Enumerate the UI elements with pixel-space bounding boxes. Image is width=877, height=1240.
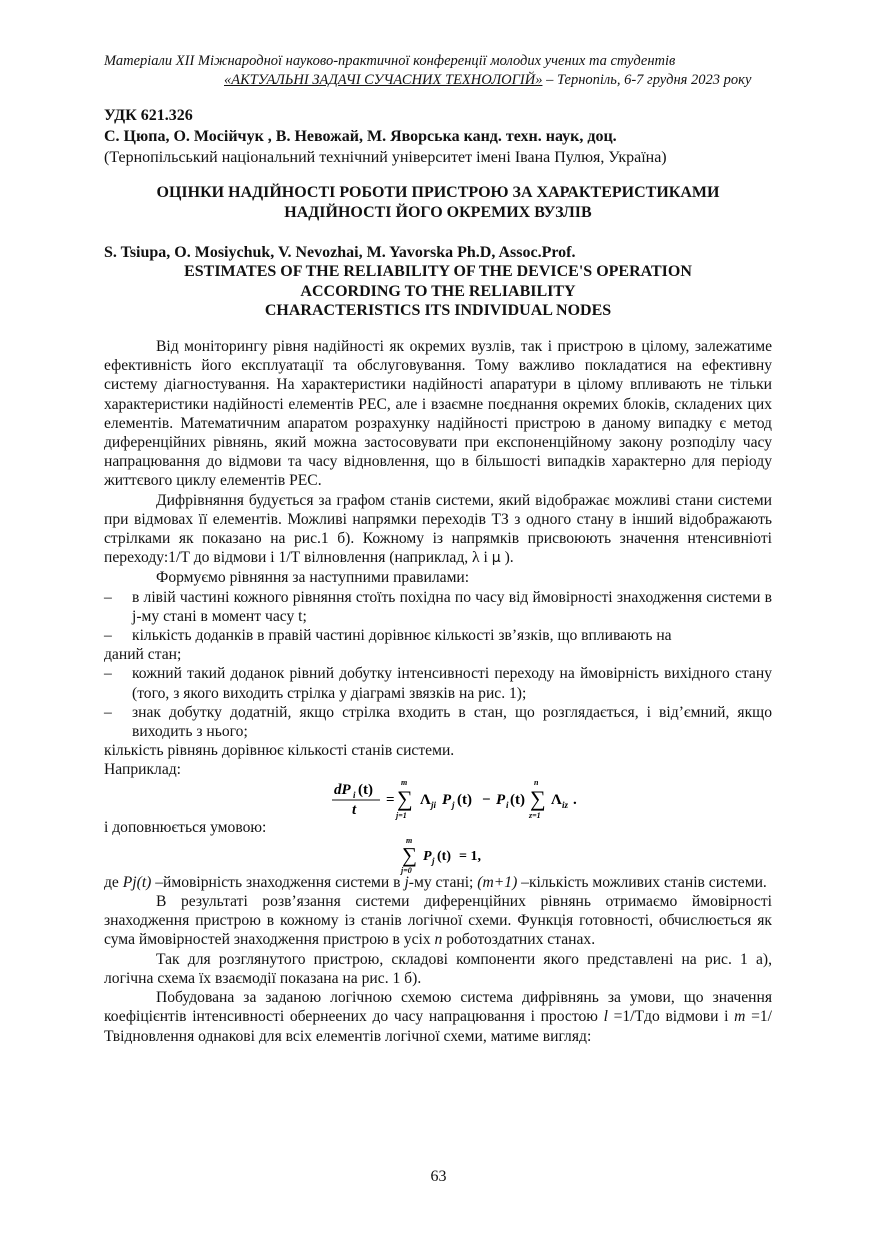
svg-text:(t): (t)	[457, 791, 472, 808]
svg-text:j: j	[432, 855, 435, 866]
title-en-line-2: ACCORDING TO THE RELIABILITY	[300, 282, 576, 300]
svg-text:t: t	[352, 801, 357, 818]
title-en-line-1: ESTIMATES OF THE RELIABILITY OF THE DEVICE'S OPERATION	[184, 263, 692, 280]
paragraph-2: Дифрівняння будується за графом станів системи, який відображає можливі стани системи при відмовах її елементів. Можливі напрямки переходів ТЗ з одного стану в інший відображають стрілками як показано на рис.1 б). Кожному із напрямків присвоюють значення нтенсивніоті переходу:1/Т до відмови і 1/Т вілновлення (наприклад, λ і μ ).	[104, 491, 772, 567]
svg-text:ji: ji	[431, 799, 437, 810]
title-ukrainian	[104, 183, 772, 223]
title-en-line-3: CHARACTERISTICS ITS INDIVIDUAL NODES	[264, 302, 612, 319]
article-body	[104, 337, 772, 1046]
sum-sign: ∑	[530, 785, 546, 811]
svg-text:= 1,: = 1,	[459, 848, 481, 864]
svg-text:i: i	[506, 799, 509, 810]
svg-text:iz: iz	[562, 799, 569, 810]
header-line-1: Матеріали XII Міжнародної науково-практичної конференції молодих учених та студентів	[104, 53, 676, 69]
conference-name: «АКТУАЛЬНІ ЗАДАЧІ СУЧАСНИХ ТЕХНОЛОГІЙ»	[224, 72, 543, 88]
mu-symbol: μ	[491, 550, 501, 567]
svg-text:(t): (t)	[510, 791, 525, 808]
paragraph-10: Побудована за заданою логічною схемою система дифрівнянь за умови, що значення коефіцієнтів інтенсивності обернеених до часу напрацювання і простою l =1/Тдо відмови і m =1/Твідновлення однакові для всіх елементів логічної схеми, матиме вигляд:	[104, 989, 772, 1045]
svg-text:z=1: z=1	[529, 810, 541, 820]
lambda-symbol: λ	[472, 549, 480, 567]
svg-text:n: n	[534, 779, 539, 787]
title-english	[104, 262, 772, 321]
conference-place-date: – Тернопіль, 6-7 грудня 2023 року	[542, 72, 752, 88]
paragraph-example: Наприклад:	[104, 761, 182, 779]
paragraph-8: В результаті розв’язання системи диференційних рівнянь отримаємо ймовірності знаходження пристрою в кожному із станів логічної схеми. Функція готовності, обчислюється як сума ймовірностей знаходження пристрою в усіх n роботоздатних станах.	[104, 893, 772, 949]
title-ua-line-1: ОЦІНКИ НАДІЙНОСТІ РОБОТИ ПРИСТРОЮ ЗА ХАРАКТЕРИСТИКАМИ	[156, 184, 720, 201]
paragraph-3: Формуємо рівняння за наступними правилами:	[156, 569, 470, 587]
header-line-2	[104, 71, 772, 90]
list-item: – знак добутку додатній, якщо стрілка входить в стан, що розглядається, і від’ємний, якщо виходить з нього;	[104, 703, 772, 741]
page-number: 63	[430, 1168, 447, 1185]
svg-text:Λ: Λ	[551, 791, 562, 808]
svg-text:P: P	[423, 848, 432, 864]
svg-text:i: i	[353, 789, 356, 800]
svg-text:−: −	[482, 791, 491, 808]
sum-sign: ∑	[402, 842, 417, 867]
svg-text:=: =	[386, 791, 395, 808]
list-item-continuation: даний стан;	[104, 646, 182, 664]
svg-text:m: m	[406, 835, 413, 845]
conference-header	[104, 52, 772, 90]
affiliation: (Тернопільський національний технічний університет імені Івана Пулюя, Україна)	[104, 149, 667, 166]
list-item: – кількість доданків в правій частині дорівнює кількості зв’язків, що впливають на	[104, 627, 672, 645]
svg-text:(t): (t)	[437, 848, 451, 864]
authors-english: S. Tsiupa, O. Mosiychuk, V. Nevozhai, M. Yavorska Ph.D, Assoc.Prof.	[104, 244, 576, 261]
paragraph-4: кількість рівнянь дорівнює кількості станів системи.	[104, 742, 455, 760]
authors-ukrainian: С. Цюпа, О. Мосійчук , В. Невожай, М. Яворська канд. техн. наук, доц.	[104, 128, 617, 145]
differential-equation	[104, 780, 772, 818]
paragraph-7: де Pj(t) –ймовірність знаходження системи в j-му стані; (m+1) –кількість можливих станів системи.	[104, 873, 767, 891]
svg-text:(t): (t)	[358, 781, 373, 798]
svg-text:P: P	[496, 791, 506, 808]
normalization-condition	[104, 837, 772, 873]
sum-sign: ∑	[397, 785, 413, 811]
svg-text:.: .	[573, 791, 577, 808]
paragraph-condition: і доповнюється умовою:	[104, 818, 267, 836]
list-item: – кожний такий доданок рівний добутку інтенсивності переходу на ймовірність вихідного стану (того, з якого виходить стрілка у діаграмі звязків на рис. 1);	[104, 665, 772, 702]
title-ua-line-2: НАДІЙНОСТІ ЙОГО ОКРЕМИХ ВУЗЛІВ	[284, 204, 592, 221]
svg-text:j=1: j=1	[396, 810, 407, 820]
svg-text:j: j	[452, 799, 455, 810]
list-item: – в лівій частині кожного рівняння стоїть похідна по часу від ймовірності знаходження системи в j-му стані в момент часу t;	[104, 588, 772, 625]
udk-code: УДК 621.326	[104, 107, 193, 124]
paragraph-1: Від моніторингу рівня надійності як окремих вузлів, так і пристрою в цілому, залежатиме ефективність його експлуатації та обслуговування. Тому важливо покладатися на ефективну систему діагностування. На характеристики надійності апаратури в цілому впливають не тільки характеристики надійності елементів РЕС, але і взаємне поєднання окремих блоків, складених цих елементів. Математичним апаратом розрахунку надійності пристрою в даному випадку є метод диференційних рівнянь, який можна застосовувати при експоненційному закону розподілу часу напрацювання до відмови та часу відновлення, що в більшості випадків характерно для періоду життєвого циклу елементів РЕС.	[104, 338, 772, 490]
svg-text:m: m	[401, 779, 408, 787]
svg-text:P: P	[442, 791, 452, 808]
formula-dp: dP	[334, 781, 351, 798]
svg-text:Λ: Λ	[420, 791, 431, 808]
paragraph-9: Так для розглянутого пристрою, складові компоненти якого представлені на рис. 1 а), логічна схема їх взаємодії показана на рис. 1 б).	[104, 950, 772, 987]
svg-text:j=0: j=0	[401, 865, 412, 875]
